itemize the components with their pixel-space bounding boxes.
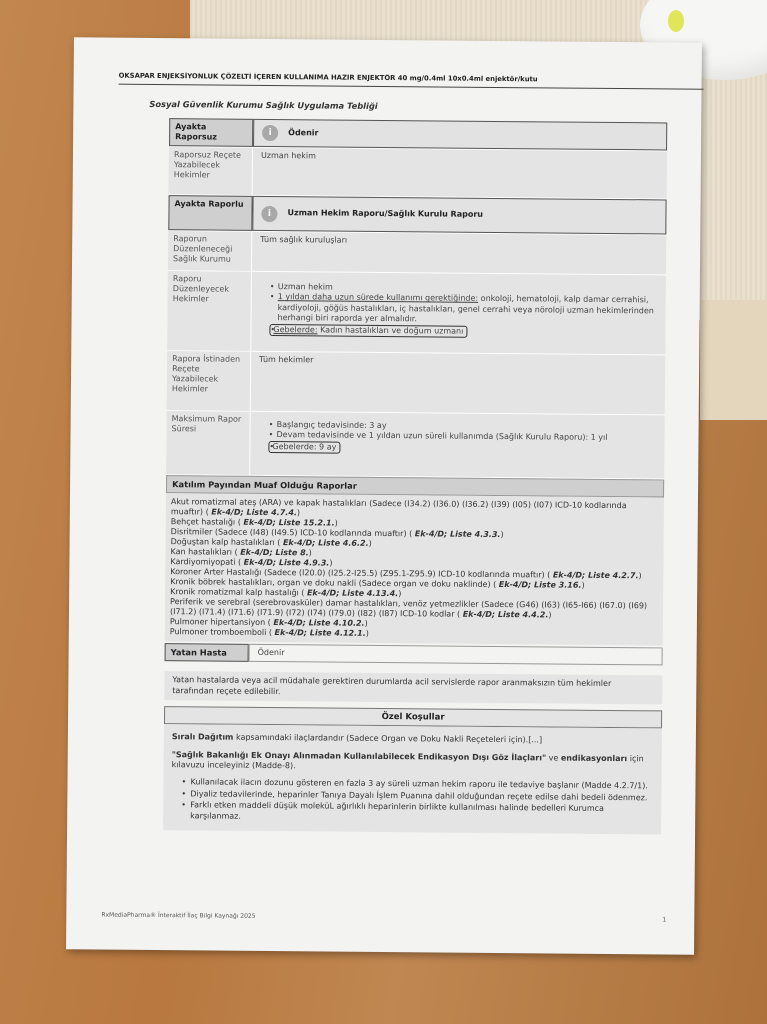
ozel-title: Özel Koşullar: [164, 706, 662, 728]
raporsuz-prescriber-row: [169, 147, 667, 199]
muaf-item-ref: Ek-4/D; Liste 4.12.1.: [274, 628, 366, 638]
ozel-p2-mid: ve: [548, 753, 559, 763]
ozel-p1-bold: Sıralı Dağıtım: [171, 732, 234, 742]
ozel-p2-rest: için kılavuzu inceleyiniz (Madde-8).: [171, 753, 644, 771]
muaf-item-text: Doğuştan kalp hastalıkları (: [170, 537, 284, 548]
muaf-item-ref: Ek-4/D; Liste 4.6.2.: [282, 538, 369, 548]
muaf-item-close: ): [581, 580, 585, 590]
duration-item-circled: • Gebelerde: 9 ay: [268, 441, 340, 454]
yatan-note: Yatan hastalarda veya acil müdahale gerektiren durumlarda acil servislerde rapor aranmaksızın tüm hekimler tarafından reçete edilebilir.: [164, 671, 662, 704]
document-subtitle: Sosyal Güvenlik Kurumu Sağlık Uygulama Tebliği: [149, 98, 378, 111]
institution-label: Raporun Düzenleneceği Sağlık Kurumu: [168, 231, 252, 271]
document-header: OKSAPAR ENJEKSİYONLUK ÇÖZELTİ İÇEREN KULLANIMA HAZIR ENJEKTÖR 40 mg/0.4ml 10x0.4ml enjektör/kutu: [119, 72, 704, 90]
muaf-item-text: Akut romatizmal ateş (ARA) ve kapak hastalıkları (Sadece (I34.2) (I36.0) (I36.2) (I39) (I05) (I07) ICD-10 kodlarında muaftır) (: [170, 497, 627, 517]
duration-label: Maksimum Rapor Süresi: [166, 411, 251, 475]
ozel-bullet: • Farklı etken maddeli düşük moleküL ağırlıklı heparinlerin birlikte kullanılması halinde bedelleri Kurumca karşılanmaz.: [181, 800, 653, 825]
muaf-item-text: Kronik romatizmal kalp hastalığı (: [170, 587, 308, 598]
raporsuz-label-row: [169, 118, 667, 151]
muaf-title: Katılım Payından Muaf Olduğu Raporlar: [166, 475, 664, 497]
muaf-item-close: ): [364, 618, 368, 628]
muaf-item-ref: Ek-4/D; Liste 3.16.: [498, 580, 582, 590]
muaf-item-close: ): [368, 538, 372, 548]
duration-list: [250, 412, 665, 479]
ozel-bullets: [181, 778, 653, 826]
raporsuz-status-cell: [253, 119, 667, 151]
raporsuz-label: Ayakta Raporsuz: [169, 118, 253, 147]
muaf-item-ref: Ek-4/D; Liste 4.9.3.: [243, 557, 330, 568]
cloth-background-edge: [700, 300, 767, 420]
ozel-bullet: • Kullanılacak ilacın dozunu gösteren en fazla 3 ay süreli uzman hekim raporu ile tedaviye başlanır (Madde 4.2.7/1).: [181, 778, 653, 793]
page-number: 1: [662, 916, 667, 924]
muaf-item-close: ): [548, 610, 552, 620]
duration-item: • Başlangıç tedavisinde: 3 ay: [269, 420, 657, 434]
muaf-item-text: Kardiyomiyopati (: [170, 557, 244, 567]
muaf-item-close: ): [638, 571, 642, 581]
ozel-p2-bold2: endikasyonları: [560, 753, 628, 763]
raporlu-label-row: [168, 195, 666, 235]
raporsuz-prescriber-label: Raporsuz Reçete Yazabilecek Hekimler: [169, 147, 253, 195]
ozel-paragraph-2: [172, 750, 654, 775]
muaf-item-text: Periferik ve serebral (serebrovasküler) damar hastalıkları, venöz yetmezlikler (Sadece (G46) (I63) (I65-I66) (I67.0) (I69) (I71.2) (I71.4) (I71.6) (I71.9) (I72) (I74) (I79.0) (I82) (I87) ICD-10 kodlar (: [169, 597, 648, 619]
muaf-item-close: ): [334, 518, 338, 528]
duration-row: [166, 411, 665, 479]
muaf-item-close: ): [308, 548, 312, 558]
issuer-item: [270, 292, 658, 327]
muaf-item-text: Behçet hastalığı (: [170, 517, 244, 527]
document-footer: [101, 912, 666, 924]
prescribe-row: [167, 351, 666, 415]
muaf-item-ref: Ek-4/D; Liste 4.3.3.: [414, 529, 501, 540]
muaf-item-text: Disritmiler (Sadece (I48) (I49.5) ICD-10 kodlarında muaftır) (: [170, 527, 415, 539]
issuer-row: [167, 271, 666, 355]
yatan-value: Ödenir: [249, 644, 663, 666]
issuer-list: [251, 272, 666, 355]
muaf-item-close: ): [398, 589, 402, 599]
muaf-item-text: Pulmoner tromboemboli (: [169, 627, 275, 638]
duration-item: • Devam tedavisinde ve 1 yıldan uzun süreli kullanımda (Sağlık Kurulu Raporu): 1 yıl: [268, 430, 656, 444]
yatan-label: Yatan Hasta: [165, 643, 249, 662]
ozel-p1-rest: kapsamındaki ilaçlardandır (Sadece Organ ve Doku Nakli Reçeteleri için).[...]: [235, 732, 543, 745]
regulation-table: [163, 118, 667, 834]
issuer-pregnant-value: Kadın hastalıkları ve doğum uzmanı: [320, 324, 464, 336]
muaf-item-ref: Ek-4/D; Liste 4.7.4.: [211, 507, 297, 518]
muaf-item-text: Kan hastalıkları (: [170, 547, 241, 557]
muaf-item-close: ): [365, 628, 369, 638]
muaf-item-ref: Ek-4/D; Liste 4.2.7.: [552, 570, 639, 581]
muaf-item-close: ): [500, 530, 504, 540]
info-icon: i: [262, 125, 278, 141]
raporsuz-status: Ödenir: [288, 127, 319, 138]
muaf-list: [165, 493, 664, 645]
raporlu-title: Uzman Hekim Raporu/Sağlık Kurulu Raporu: [287, 208, 484, 220]
issuer-item: • Uzman hekim: [270, 282, 658, 296]
institution-value: Tüm sağlık kuruluşları: [260, 234, 348, 245]
ozel-paragraph-1: [172, 732, 654, 747]
ozel-bullet: • Diyaliz tedavilerinde, heparinler Tanıya Dayalı İşlem Puanına dahil olduğundan reçete edilse dahi bedeli ödenmez.: [181, 789, 653, 804]
issuer-item-circled: [269, 324, 467, 338]
yellow-dot: [668, 10, 684, 32]
muaf-item-text: Pulmoner hipertansiyon (: [169, 617, 274, 628]
muaf-item-ref: Ek-4/D; Liste 15.2.1.: [243, 517, 335, 528]
issuer-label: Raporu Düzenleyecek Hekimler: [167, 271, 252, 351]
yatan-row: [165, 643, 663, 666]
muaf-item-text: Koroner Arter Hastalığı (Sadece (I20.0) (I25.2-I25.5) (Z95.1-Z95.9) ICD-10 kodlarında muaftır) (: [170, 567, 553, 580]
muaf-item-ref: Ek-4/D; Liste 4.4.2.: [462, 609, 549, 620]
institution-row: [168, 231, 666, 275]
muaf-item-close: ): [329, 558, 333, 568]
muaf-item-close: ): [296, 508, 301, 518]
muaf-item-ref: Ek-4/D; Liste 4.13.4.: [306, 588, 399, 599]
issuer-condition: 1 yıldan daha uzun sürede kullanımı gerektiğinde:: [277, 292, 479, 304]
muaf-item-ref: Ek-4/D; Liste 4.10.2.: [273, 618, 365, 628]
info-icon: i: [261, 205, 277, 221]
document-page: [66, 37, 702, 954]
muaf-item-text: Kronik böbrek hastalıkları, organ ve doku nakli (Sadece organ ve doku naklinde) (: [170, 577, 499, 590]
prescribe-label: Rapora İstinaden Reçete Yazabilecek Hekimler: [167, 351, 252, 411]
issuer-pregnant-label: Gebelerde:: [273, 324, 318, 334]
prescribe-value: Tüm hekimler: [259, 354, 314, 365]
raporlu-title-cell: [252, 196, 666, 235]
issuer-specialties: onkoloji, hematoloji, kalp damar cerrahisi, kardiyoloji, göğüs hastalıkları, iç hastalıkları, genel cerrahi veya nöroloji uzman hekimlerinden herhangi biri raporda yer almalıdır.: [277, 294, 654, 324]
muaf-item-ref: Ek-4/D; Liste 8.: [240, 547, 309, 558]
ozel-p2-bold: "Sağlık Bakanlığı Ek Onayı Alınmadan Kullanılabilecek Endikasyon Dışı Göz İlaçları": [171, 749, 547, 762]
raporlu-label: Ayakta Raporlu: [168, 195, 252, 231]
footer-source: RxMediaPharma® İnteraktif İlaç Bilgi Kaynağı 2025: [101, 911, 256, 920]
raporsuz-prescriber-value: Uzman hekim: [260, 150, 317, 161]
ozel-section: [163, 724, 662, 834]
